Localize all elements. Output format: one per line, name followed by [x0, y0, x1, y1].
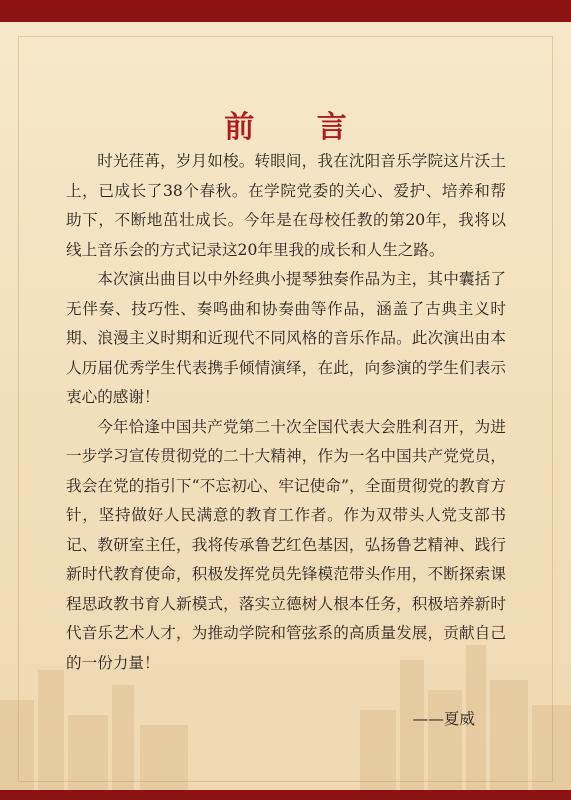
top-red-band — [0, 0, 571, 22]
author-signature: ——夏威 — [412, 710, 475, 728]
page-title: 前 言 — [224, 110, 373, 145]
bottom-red-band — [0, 790, 571, 800]
paragraph-3: 今年恰逢中国共产党第二十次全国代表大会胜利召开，为进一步学习宣传贯彻党的二十大精神，作为一名中国共产党党员，我会在党的指引下“不忘初心、牢记使命”，全面贯彻党的教育方针，坚持做好人民满意的教育工作者。作为双带头人党支部书记、教研室主任，我将传承鲁艺红色基因，弘扬鲁艺精神、践行新时代教育使命，积极发挥党员先锋模范带头作用，不断探索课程思政教书育人新模式，落实立德树人根本任务，积极培养新时代音乐艺术人才，为推动学院和管弦系的高质量发展，贡献自己的一份力量！ — [66, 417, 506, 672]
paragraph-2: 本次演出曲目以中外经典小提琴独奏作品为主，其中囊括了无伴奏、技巧性、奏鸣曲和协奏曲等作品，涵盖了古典主义时期、浪漫主义时期和近现代不同风格的音乐作品。此次演出由本人历届优秀学生代表携手倾情演绎，在此，向参演的学生们表示衷心的感谢！ — [66, 270, 506, 406]
preface-body — [66, 147, 506, 678]
paragraph-1: 时光荏苒，岁月如梭。转眼间，我在沈阳音乐学院这片沃土上，已成长了38个春秋。在学院党委的关心、爱护、培养和帮助下，不断地茁壮成长。今年是在母校任教的第20年，我将以线上音乐会的方式记录这20年里我的成长和人生之路。 — [66, 152, 506, 259]
